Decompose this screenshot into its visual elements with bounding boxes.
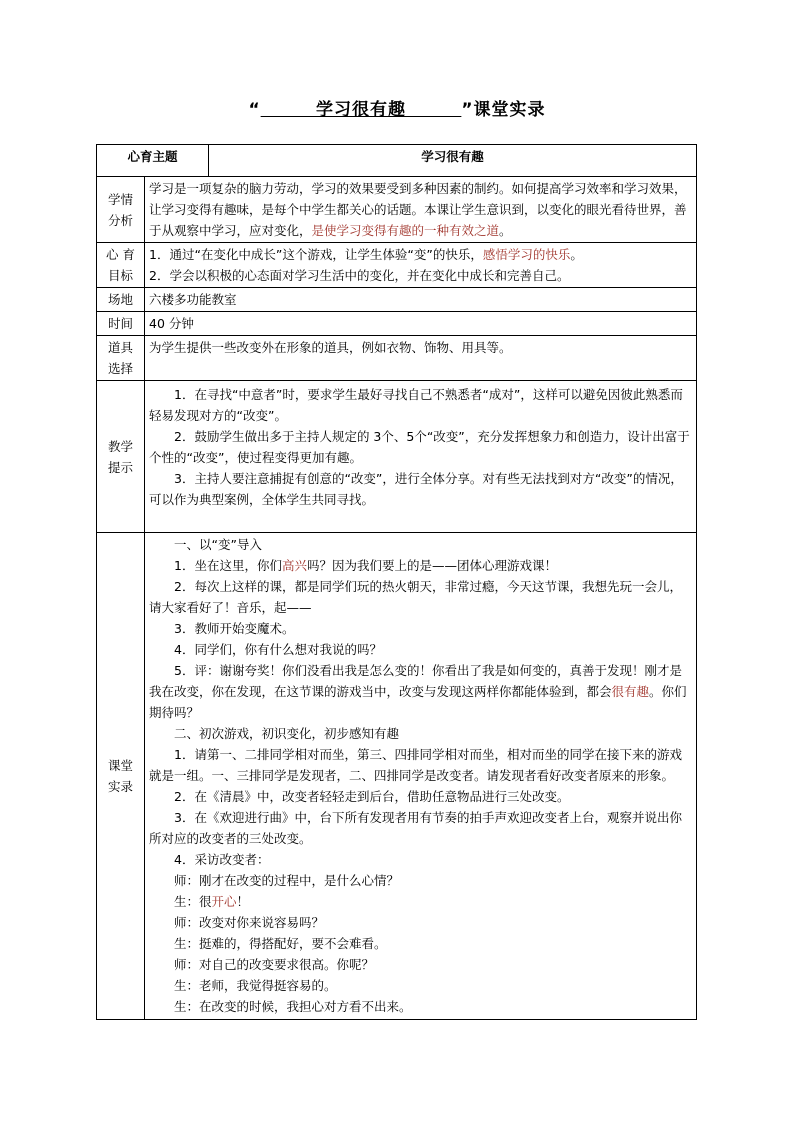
- record-line: 1．请第一、二排同学相对而坐，第三、四排同学相对而坐，相对而坐的同学在接下来的游戏就是一组。一、三排同学是发现者，二、四排同学是改变者。请发现者看好改变者原来的形象。: [149, 747, 682, 783]
- title-suffix: 课堂实录: [473, 100, 546, 120]
- row-xueqing: [97, 177, 697, 243]
- dialogue-line: 师：对自己的改变要求很高。你呢？: [174, 957, 375, 972]
- header-label: 心育主题: [97, 145, 209, 177]
- goal-item-2: 2．学会以积极的心态面对学习生活中的变化，并在变化中成长和完善自己。: [149, 268, 570, 283]
- dialogue-line: 生：很开心！: [174, 894, 250, 909]
- value-changdi: 六楼多功能教室: [145, 288, 697, 312]
- record-line: 3．在《欢迎进行曲》中，台下所有发现者用有节奏的拍手声欢迎改变者上台，观察并说出你所对应的改变者的三处改变。: [149, 810, 682, 846]
- label-daoju: 道具 选择: [97, 336, 145, 381]
- value-mubiao: [145, 243, 697, 288]
- label-shijian: 时间: [97, 312, 145, 336]
- row-shilu: [97, 533, 697, 1020]
- dialogue-line: 生：在改变的时候，我担心对方看不出来。: [174, 999, 412, 1014]
- dialogue-line: 师：改变对你来说容易吗？: [174, 915, 325, 930]
- value-shijian: 40 分钟: [145, 312, 697, 336]
- label-shilu: 课堂 实录: [97, 533, 145, 1020]
- record-line: 4．同学们，你有什么想对我说的吗？: [174, 642, 382, 657]
- title-underlined: 学习很有趣: [316, 100, 406, 120]
- row-shijian: [97, 312, 697, 336]
- row-tishi: [97, 381, 697, 533]
- record-line: 5．评：谢谢夸奖！你们没看出我是怎么变的！你看出了我是如何变的，真善于发现！刚才是我在改变，你在发现，在这节课的游戏当中，改变与发现这两样你都能体验到，都会很有趣。你们期待吗？: [149, 663, 687, 720]
- label-xueqing: 学情 分析: [97, 177, 145, 243]
- tip-item: 2．鼓励学生做出多于主持人规定的 3个、5个“改变”，充分发挥想象力和创造力，设计出富于个性的“改变”，使过程变得更加有趣。: [149, 429, 690, 465]
- goal-item-1: 1．通过“在变化中成长”这个游戏，让学生体验“变”的快乐，感悟学习的快乐。: [149, 247, 583, 262]
- tip-item: 1．在寻找“中意者”时，要求学生最好寻找自己不熟悉者“成对”，这样可以避免因彼此熟悉而轻易发现对方的“改变”。: [149, 387, 683, 423]
- tip-item: 3．主持人要注意捕捉有创意的“改变”，进行全体分享。对有些无法找到对方“改变”的情况，可以作为典型案例，全体学生共同寻找。: [149, 471, 683, 507]
- header-row: [97, 145, 697, 177]
- dialogue-line: 生：挺难的，得搭配好，要不会难看。: [174, 936, 387, 951]
- row-mubiao: [97, 243, 697, 288]
- record-line: 3．教师开始变魔术。: [174, 621, 295, 636]
- section-1-title: 一、以“变”导入: [174, 537, 262, 552]
- row-daoju: [97, 336, 697, 381]
- value-tishi: [145, 381, 697, 533]
- label-changdi: 场地: [97, 288, 145, 312]
- section-2-title: 二、初次游戏，初识变化，初步感知有趣: [174, 726, 400, 741]
- record-line: 2．每次上这样的课，都是同学们玩的热火朝天，非常过瘾，今天这节课，我想先玩一会儿，请大家看好了！音乐，起——: [149, 579, 682, 615]
- record-line: 1．坐在这里，你们高兴吗？因为我们要上的是——团体心理游戏课！: [174, 558, 557, 573]
- dialogue-line: 师：刚才在改变的过程中，是什么心情？: [174, 873, 400, 888]
- value-daoju: 为学生提供一些改变外在形象的道具，例如衣物、饰物、用具等。: [145, 336, 697, 381]
- row-changdi: [97, 288, 697, 312]
- title-open-quote: “: [248, 100, 261, 120]
- header-value: 学习很有趣: [209, 145, 697, 177]
- lesson-table: [96, 144, 697, 1020]
- document-title: [0, 95, 794, 120]
- value-shilu: [145, 533, 697, 1020]
- value-xueqing: 学习是一项复杂的脑力劳动，学习的效果要受到多种因素的制约。如何提高学习效率和学习效果，让学习变得有趣味，是每个中学生都关心的话题。本课让学生意识到，以变化的眼光看待世界，善于从观察中学习，应对变化，是使学习变得有趣的一种有效之道。: [145, 177, 697, 243]
- dialogue-line: 生：老师，我觉得挺容易的。: [174, 978, 337, 993]
- title-close-quote: ”: [461, 100, 474, 120]
- label-mubiao: 心 育 目标: [97, 243, 145, 288]
- record-line: 2．在《清晨》中，改变者轻轻走到后台，借助任意物品进行三处改变。: [174, 789, 570, 804]
- record-line: 4．采访改变者：: [174, 852, 270, 867]
- label-tishi: 教学 提示: [97, 381, 145, 533]
